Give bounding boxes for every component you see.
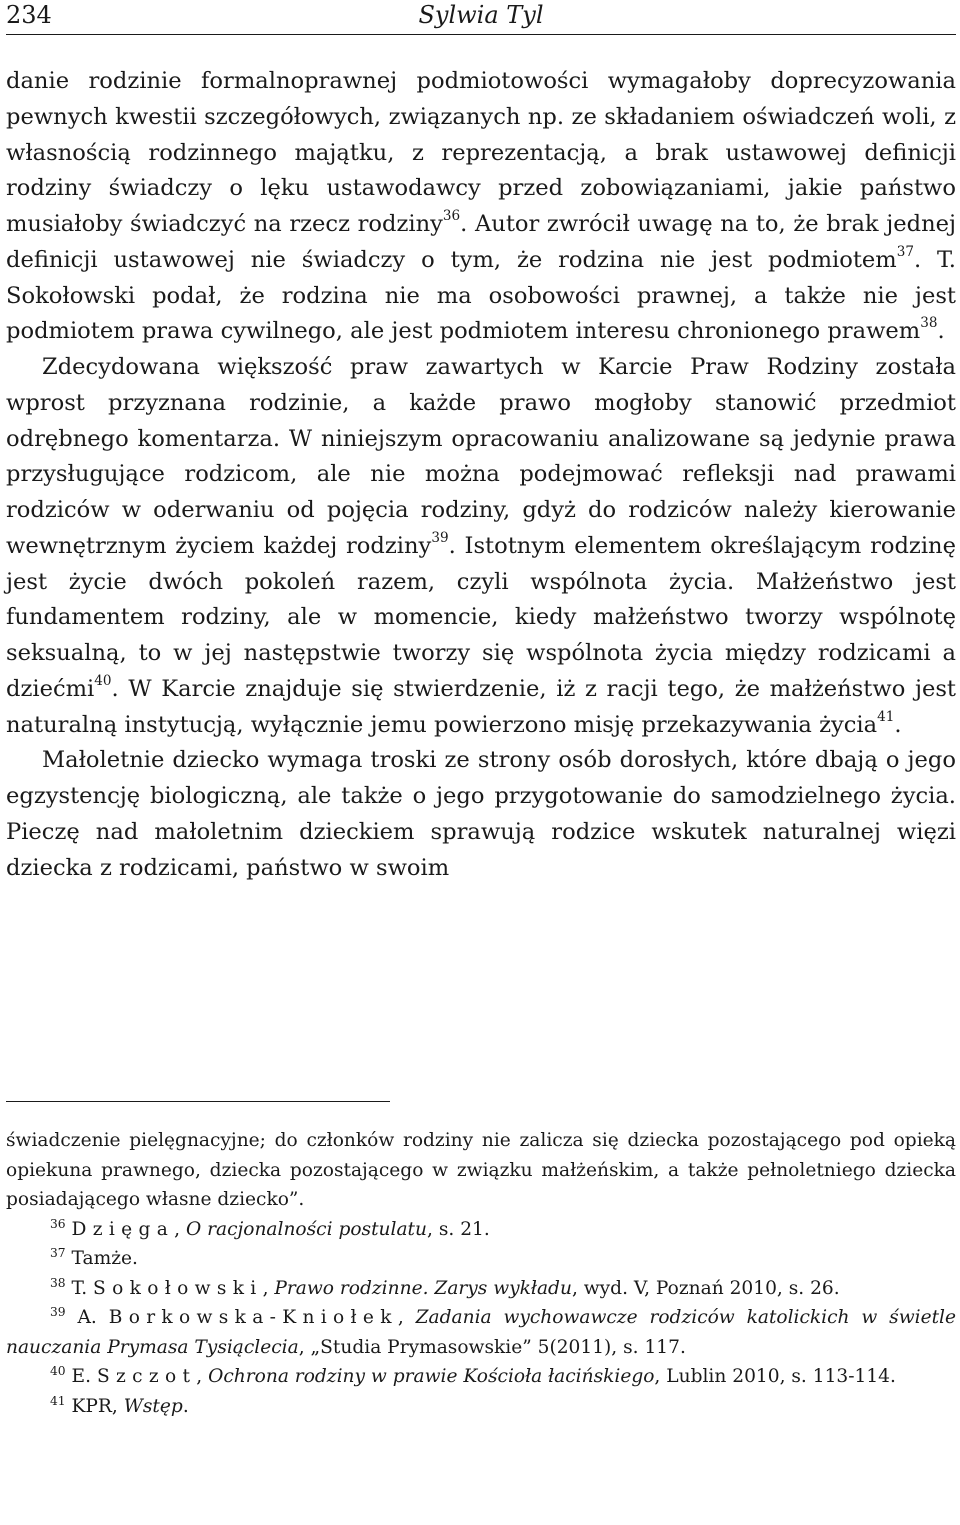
footnote-ref-40[interactable]: 40	[94, 672, 112, 689]
text-run: Małoletnie dziecko wymaga troski ze strony osób dorosłych, które dbają o jego egzystencję biologiczną, ale także o jego przygotowanie do samodzielnego życia. Pieczę nad małoletnim dzieckiem sprawują rodzice wskutek naturalnej więzi dziecka z rodzicami, państwo w swoim	[6, 747, 956, 881]
footnote-number: 37	[50, 1245, 66, 1260]
footnote-ref-37[interactable]: 37	[896, 243, 914, 260]
text-run: E.	[71, 1366, 97, 1387]
paragraph-2	[6, 350, 956, 743]
running-header	[6, 0, 956, 35]
footnote-37	[6, 1244, 956, 1274]
main-text	[6, 64, 956, 886]
footnote-number: 41	[50, 1393, 66, 1408]
text-run: .	[182, 1395, 189, 1417]
paragraph-3	[6, 743, 956, 886]
footnote-ref-36[interactable]: 36	[442, 208, 461, 225]
footnote-continued: świadczenie pielęgnacyjne; do członków rodziny nie zalicza się dziecka pozostającego pod opieką opiekuna prawnego, dziecka pozostającego w związku małżeńskim, a także pełnoletniego dziecka posiadającego własne dziecko”.	[6, 1130, 956, 1210]
footnote-title: Zadania wychowawcze rodziców katolickich w świetle nauczania Prymasa Tysiąclecia	[6, 1307, 956, 1358]
text-run: ,	[196, 1366, 209, 1387]
text-run: ,	[397, 1307, 416, 1328]
footnote-number: 40	[50, 1363, 66, 1378]
running-head-author: Sylwia Tyl	[418, 1, 544, 29]
text-run: . Autor zwrócił uwagę na to, że brak jednej definicji ustawowej nie świadczy o tym, że rodzina nie jest podmiotem	[6, 211, 957, 273]
footnote-author: Dzięga	[71, 1218, 175, 1240]
text-run: , „Studia Prymasowskie” 5(2011), s. 117.	[298, 1336, 686, 1358]
footnotes	[6, 1126, 956, 1421]
text-run: . T. Sokołowski podał, że rodzina nie ma osobowości prawnej, a także nie jest podmiotem prawa cywilnego, ale jest podmiotem interesu chronionego prawem	[6, 246, 956, 345]
footnote-title: Ochrona rodziny w prawie Kościoła łacińskiego	[208, 1366, 655, 1387]
footnote-ref-38[interactable]: 38	[920, 315, 938, 332]
text-run: T.	[71, 1277, 94, 1299]
paragraph-1	[6, 64, 956, 350]
text-run: A.	[77, 1307, 109, 1328]
footnote-36	[6, 1215, 956, 1245]
page-number: 234	[6, 1, 52, 29]
footnote-ref-41[interactable]: 41	[877, 708, 895, 725]
text-run: KPR,	[71, 1395, 124, 1417]
text-run: , s. 21.	[427, 1218, 490, 1240]
text-run: danie rodzinie formalnoprawnej podmiotowości wymagałoby doprecyzowania pewnych kwestii szczegółowych, związanych np. ze składaniem oświadczeń woli, z własnością rodzinnego majątku, z reprezentacją, a brak ustawowej definicji rodziny świadczy o lęku ustawodawcy przed zobowiązaniami, jakie państwo musiałoby świadczyć na rzecz rodziny	[6, 68, 956, 237]
footnote-title: Wstęp	[123, 1395, 183, 1417]
footnote-separator	[6, 1101, 390, 1102]
text-run: .	[894, 711, 902, 738]
text-run: .	[937, 318, 945, 345]
text-run: Tamże.	[71, 1248, 138, 1269]
text-run: . Istotnym elementem określającym rodzinę jest życie dwóch pokoleń razem, czyli wspólnota życia. Małżeństwo jest fundamentem rodziny, ale w momencie, kiedy małżeństwo tworzy wspólnotę seksualną, to w jej następstwie tworzy się wspólnota życia między rodzicami a dziećmi	[6, 532, 956, 702]
page	[6, 0, 957, 1417]
text-run: , wyd. V, Poznań 2010, s. 26.	[571, 1277, 840, 1299]
footnote-38	[6, 1274, 956, 1304]
text-run: ,	[174, 1218, 186, 1240]
footnote-40	[6, 1362, 956, 1392]
footnote-author: Borkowska-Kniołek	[108, 1307, 398, 1328]
footnote-number: 38	[50, 1275, 66, 1290]
text-run: , Lublin 2010, s. 113-114.	[654, 1366, 896, 1387]
text-run: ,	[262, 1277, 275, 1299]
footnote-ref-39[interactable]: 39	[431, 529, 449, 546]
footnote-number: 39	[50, 1304, 66, 1319]
footnote-title: O racjonalności postulatu	[185, 1218, 428, 1240]
text-run: . W Karcie znajduje się stwierdzenie, iż z racji tego, że małżeństwo jest naturalną instytucją, wyłącznie jemu powierzono misję przekazywania życia	[6, 675, 956, 738]
footnote-author: Szczot	[96, 1366, 197, 1387]
footnote-number: 36	[50, 1216, 66, 1231]
footnote-41	[6, 1392, 956, 1422]
footnote-title: Prawo rodzinne. Zarys wykładu	[274, 1277, 572, 1299]
footnote-author: Sokołowski	[93, 1277, 263, 1299]
footnote-39	[6, 1303, 956, 1362]
text-run: Zdecydowana większość praw zawartych w Karcie Praw Rodziny została wprost przyznana rodzinie, a każde prawo mogłoby stanowić przedmiot odrębnego komentarza. W niniejszym opracowaniu analizowane są jedynie prawa przysługujące rodzicom, ale nie można podejmować refleksji nad prawami rodziców w oderwaniu od pojęcia rodziny, gdyż do rodziców należy kierowanie wewnętrznym życiem każdej rodziny	[6, 354, 956, 559]
